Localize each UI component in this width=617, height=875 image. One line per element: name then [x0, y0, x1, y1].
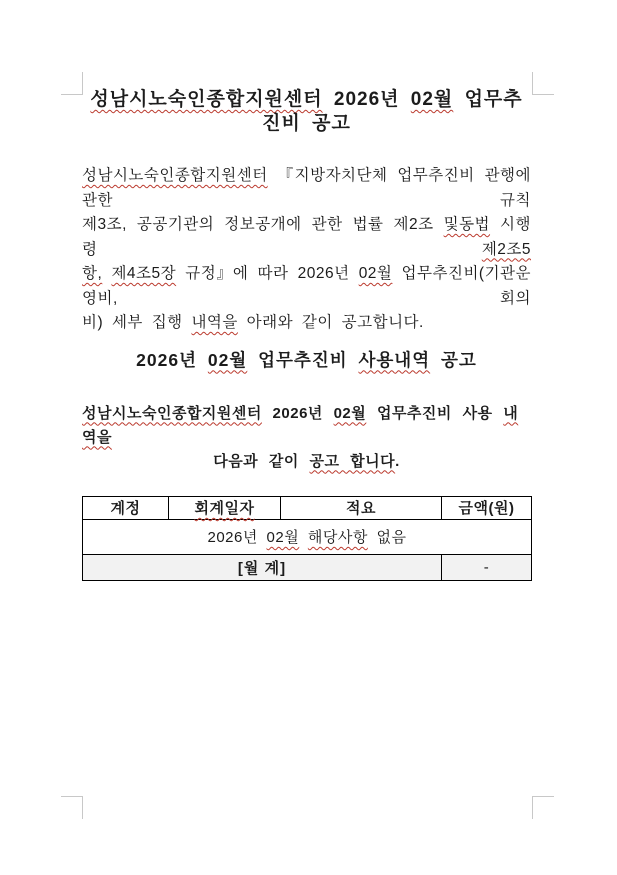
spellcheck-flagged-text: 공고 합니다: [309, 452, 396, 470]
text-segment: 공고: [430, 349, 477, 370]
text-segment: [299, 529, 308, 546]
text-segment: 다음과 같이: [213, 452, 310, 470]
text-boundary-mark-bottom-left: [61, 796, 83, 819]
spellcheck-flagged-text: 성남시노숙인종합지원센터: [90, 89, 323, 110]
spellcheck-flagged-text: 제4조5장: [111, 265, 177, 282]
intro-line-4: [82, 311, 531, 336]
table-header-row: [83, 496, 532, 519]
text-segment: 업무추진비(기관운영비, 회의: [82, 265, 531, 307]
spellcheck-flagged-text: 사용내역: [358, 349, 431, 370]
spellcheck-flagged-text: 해당사항: [307, 529, 368, 546]
text-segment: 적요: [346, 500, 376, 517]
text-segment: 업무추진비 사용: [366, 404, 504, 422]
col-header-amount: [442, 496, 532, 519]
spellcheck-flagged-text: 02월: [207, 349, 248, 370]
expense-table-body: [83, 519, 532, 580]
text-segment: 비) 세부 집행: [82, 314, 192, 331]
spellcheck-flagged-text: 및동법: [443, 216, 491, 233]
spellcheck-flagged-text: 항,: [82, 265, 103, 282]
col-header-accounting-date: [169, 496, 281, 519]
spellcheck-flagged-text: 성남시노숙인종합지원센터: [82, 404, 262, 422]
text-segment: 2026년: [207, 529, 267, 546]
monthly-total-label-cell: [월 계]: [83, 554, 442, 580]
text-boundary-mark-bottom-right: [532, 796, 554, 819]
announce-line-1: [82, 402, 531, 450]
spellcheck-flagged-text: 02월: [410, 89, 454, 110]
text-segment: 2026년: [261, 404, 334, 422]
announce-line-2: [82, 450, 531, 474]
spellcheck-flagged-text: 내역을: [82, 404, 519, 446]
spellcheck-flagged-text: 내역을: [191, 314, 238, 331]
spellcheck-flagged-text: 02월: [333, 404, 367, 422]
text-segment: 2026년: [136, 349, 208, 370]
text-segment: 업무추진비 공고: [262, 89, 523, 134]
text-segment: 2026년: [322, 89, 411, 110]
text-boundary-mark-top-right: [532, 72, 554, 95]
document-title: [82, 88, 531, 136]
text-segment: 규정』에 따라 2026년: [176, 265, 359, 282]
text-segment: .: [395, 452, 400, 470]
intro-line-2: [82, 213, 531, 262]
announce-paragraph: [82, 402, 531, 474]
intro-line-1: [82, 164, 531, 213]
text-segment: 『지방자치단체 업무추진비 관행에 관한 규칙: [82, 167, 531, 209]
col-header-description: [281, 496, 442, 519]
spellcheck-flagged-text: 회계일자: [194, 500, 255, 517]
no-items-row: [83, 519, 532, 554]
text-segment: 없음: [367, 529, 407, 546]
text-segment: 계정: [110, 500, 141, 517]
monthly-total-row: [83, 554, 532, 580]
expense-table-header: [83, 496, 532, 519]
spellcheck-flagged-text: 02월: [358, 265, 393, 282]
col-header-account: [83, 496, 169, 519]
intro-line-3: [82, 262, 531, 311]
usage-history-subtitle: [82, 348, 531, 372]
expense-table: [82, 496, 532, 581]
spellcheck-flagged-text: 성남시노숙인종합지원센터: [82, 167, 268, 184]
text-segment: 제3조, 공공기관의 정보공개에 관한 법률 제2조: [82, 216, 444, 233]
intro-paragraph: [82, 164, 531, 336]
monthly-total-value-cell: -: [442, 554, 532, 580]
text-segment: 아래와 같이 공고합니다.: [237, 314, 424, 331]
text-segment: 업무추진비: [247, 349, 359, 370]
document-content: [82, 0, 531, 581]
text-segment: 시행령: [82, 216, 531, 258]
spellcheck-flagged-text: 제2조5: [481, 240, 531, 258]
spellcheck-flagged-text: 02월: [266, 529, 300, 546]
text-segment: 금액(원): [458, 500, 515, 517]
text-boundary-mark-top-left: [61, 72, 83, 95]
no-items-cell: [83, 519, 532, 554]
